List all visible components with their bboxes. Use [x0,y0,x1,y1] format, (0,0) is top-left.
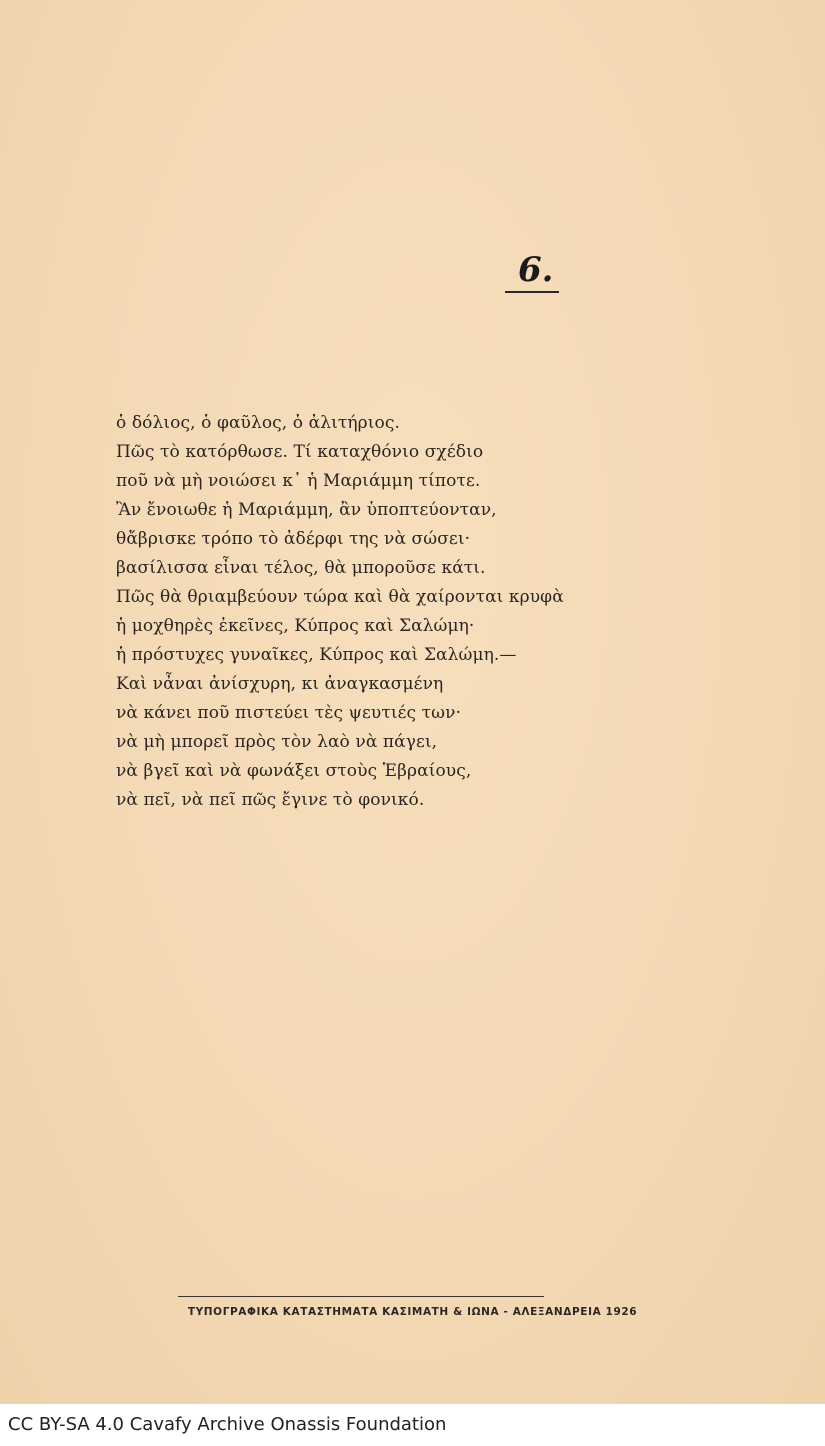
poem-line: Ἂν ἔνοιωθε ἡ Μαριάμμη, ἂν ὑποπτεύονταν, [116,500,497,520]
footer-divider [178,1296,544,1297]
poem-line: νὰ κάνει ποῦ πιστεύει τὲς ψευτιές των· [116,703,462,723]
poem-line: Πῶς θὰ θριαμβεύουν τώρα καὶ θὰ χαίρονται κρυφὰ [116,587,564,607]
poem-line: ἡ μοχθηρὲς ἐκεῖνες, Κύπρος καὶ Σαλώμη· [116,616,475,636]
poem-line: θἄβρισκε τρόπο τὸ ἀδέρφι της νὰ σώσει· [116,529,471,549]
poem-line: Καὶ νἆναι ἀνίσχυρη, κι ἀναγκασμένη [116,674,444,694]
page-number-text: 6. [518,250,554,290]
poem-line: νὰ πεῖ, νὰ πεῖ πῶς ἔγινε τὸ φονικό. [116,790,425,810]
handwritten-page-number [505,250,559,296]
poem-line: ἡ πρόστυχες γυναῖκες, Κύπρος καὶ Σαλώμη.— [116,645,517,665]
page-number-underline [505,291,559,293]
poem-line: βασίλισσα εἶναι τέλος, θὰ μποροῦσε κάτι. [116,558,486,578]
credit-bar [0,1404,825,1446]
poem-line: Πῶς τὸ κατόρθωσε. Τί καταχθόνιο σχέδιο [116,442,484,462]
license-credit: CC BY-SA 4.0 Cavafy Archive Onassis Foundation [8,1414,447,1435]
poem-text [116,409,564,815]
printer-imprint: ΤΥΠΟΓΡΑΦΙΚΑ ΚΑΤΑΣΤΗΜΑΤΑ ΚΑΣΙΜΑΤΗ & ΙΩΝΑ - ΑΛΕΞΑΝΔΡΕΙΑ 1926 [187,1306,638,1318]
poem-line: ποῦ νὰ μὴ νοιώσει κ᾿ ἡ Μαριάμμη τίποτε. [116,471,481,491]
poem-line: ὁ δόλιος, ὁ φαῦλος, ὁ ἀλιτήριος. [116,413,400,433]
poem-line: νὰ μὴ μπορεῖ πρὸς τὸν λαὸ νὰ πάγει, [116,732,438,752]
poem-line: νὰ βγεῖ καὶ νὰ φωνάξει στοὺς Ἑβραίους, [116,761,472,781]
